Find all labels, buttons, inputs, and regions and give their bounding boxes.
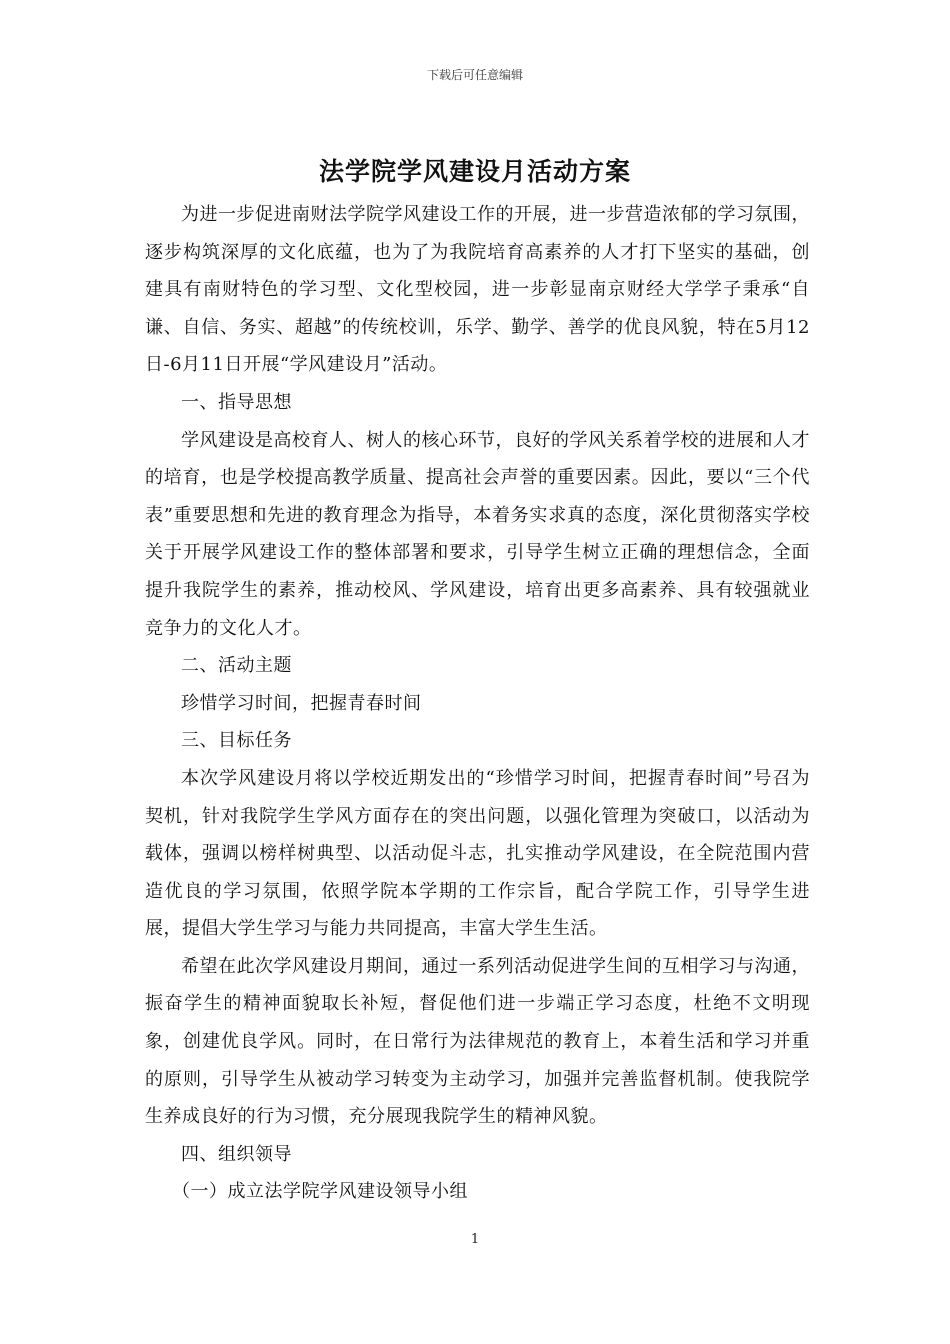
document-title: 法学院学风建设月活动方案	[318, 157, 631, 186]
organization-subheading-1: （一）成立法学院学风建设领导小组	[172, 1181, 468, 1203]
section-heading-goals: 三、目标任务	[181, 730, 292, 752]
intro-paragraph: 为进一步促进南财法学院学风建设工作的开展，进一步营造浓郁的学习氛围，逐步构筑深厚的文化底蕴，也为了为我院培育高素养的人才打下坚实的基础，创建具有南财特色的学习型、文化型校园，进一步彰显南京财经大学学子秉承“自谦、自信、务实、超越”的传统校训，乐学、勤学、善学的优良风貌，特在5月12日-6月11日开展“学风建设月”活动。	[145, 204, 810, 376]
goals-paragraph-2: 希望在此次学风建设月期间，通过一系列活动促进学生间的互相学习与沟通，振奋学生的精神面貌取长补短，督促他们进一步端正学习态度，杜绝不文明现象，创建优良学风。同时，在日常行为法律规范的教育上，本着生活和学习并重的原则，引导学生从被动学习转变为主动学习，加强并完善监督机制。使我院学生养成良好的行为习惯，充分展现我院学生的精神风貌。	[145, 955, 810, 1128]
activity-theme-paragraph: 珍惜学习时间，把握青春时间	[181, 692, 422, 714]
guiding-ideology-paragraph: 学风建设是高校育人、树人的核心环节，良好的学风关系着学校的进展和人才的培育，也是学校提高教学质量、提高社会声誉的重要因素。因此，要以“三个代表”重要思想和先进的教育理念为指导，本着务实求真的态度，深化贯彻落实学校关于开展学风建设工作的整体部署和要求，引导学生树立正确的理想信念，全面提升我院学生的素养，推动校风、学风建设，培育出更多高素养、具有较强就业竞争力的文化人才。	[145, 429, 810, 639]
section-heading-organization: 四、组织领导	[181, 1143, 292, 1165]
page-number: 1	[470, 1232, 480, 1247]
section-heading-guiding-ideology: 一、指导思想	[181, 391, 292, 413]
goals-paragraph-1: 本次学风建设月将以学校近期发出的“珍惜学习时间，把握青春时间”号召为契机，针对我院学生学风方面存在的突出问题，以强化管理为突破口，以活动为载体，强调以榜样树典型、以活动促斗志，扎实推动学风建设，在全院范围内营造优良的学习氛围，依照学院本学期的工作宗旨，配合学院工作，引导学生进展，提倡大学生学习与能力共同提高，丰富大学生生活。	[145, 767, 810, 940]
section-heading-activity-theme: 二、活动主题	[181, 655, 292, 677]
document-body	[145, 196, 810, 1211]
header-note: 下载后可任意编辑	[426, 68, 523, 82]
